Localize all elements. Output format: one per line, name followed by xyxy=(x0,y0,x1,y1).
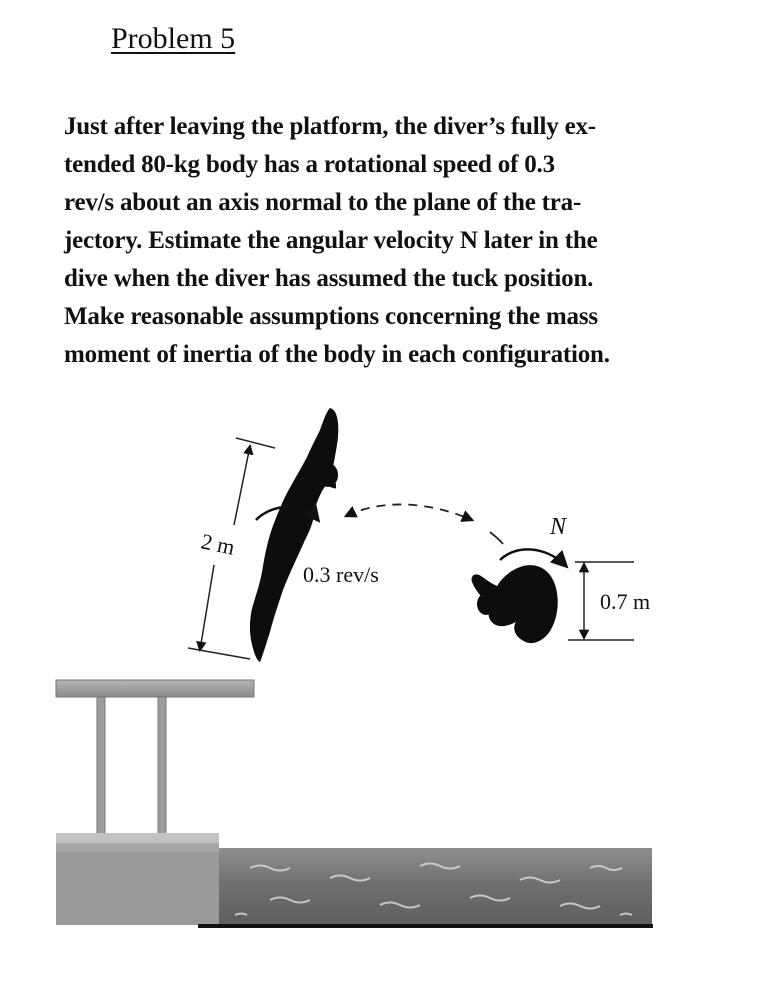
extended-diver xyxy=(250,408,338,662)
problem-line: rev/s about an axis normal to the plane of the tra- xyxy=(64,189,582,216)
problem-line: moment of inertia of the body in each configuration. xyxy=(64,341,610,368)
problem-line: Make reasonable assumptions concerning the mass xyxy=(64,303,598,330)
problem-line: dive when the diver has assumed the tuck position. xyxy=(64,265,594,292)
problem-line: Just after leaving the platform, the diver’s fully ex- xyxy=(64,113,596,140)
problem-title: Problem 5 xyxy=(111,22,236,55)
angular-velocity-label: N xyxy=(550,514,567,540)
tucked-diver xyxy=(472,565,558,643)
length-label: 2 m xyxy=(198,528,238,560)
problem-line: tended 80-kg body has a rotational speed of 0.3 xyxy=(64,151,555,178)
rotation-label: 0.3 rev/s xyxy=(303,562,379,587)
tuck-rotation-arrow-icon xyxy=(500,549,566,566)
tuck-size-label: 0.7 m xyxy=(600,589,651,614)
problem-line: jectory. Estimate the angular velocity N later in the xyxy=(64,227,598,254)
trajectory-arrow-icon xyxy=(346,504,472,520)
water xyxy=(198,848,653,926)
